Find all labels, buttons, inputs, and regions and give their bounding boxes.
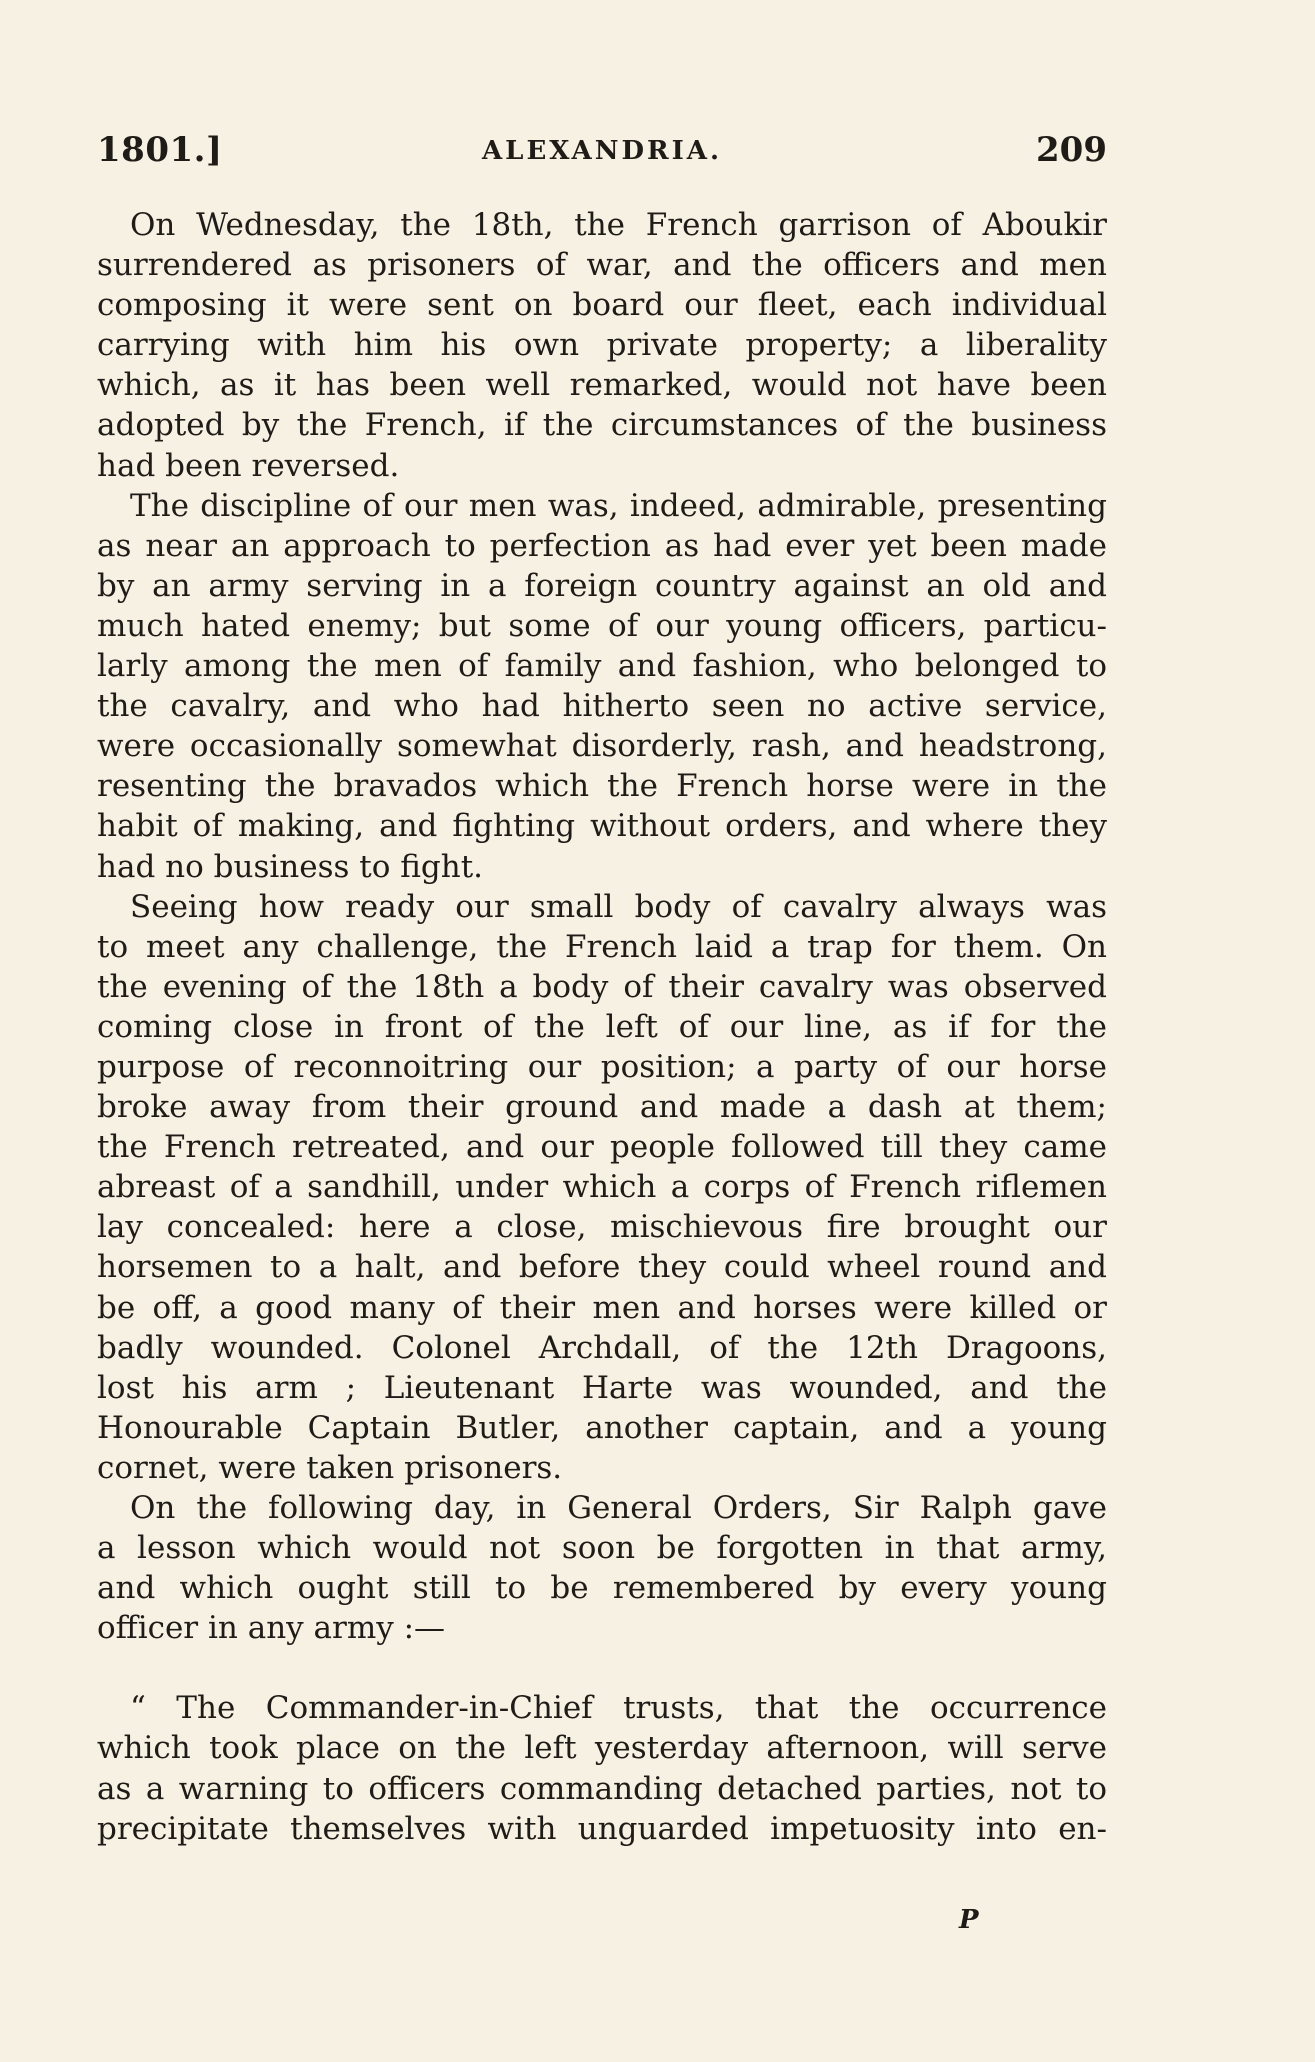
text-line: carrying with him his own private property; a liberality (97, 327, 1107, 364)
text-line: broke away from their ground and made a dash at them; (97, 1089, 1107, 1126)
text-line: habit of making, and fighting without orders, and where they (97, 808, 1107, 845)
quote-line: “ The Commander-in-Chief trusts, that the occurrence (130, 1690, 1107, 1727)
text-line: Honourable Captain Butler, another captain, and a young (97, 1409, 1107, 1446)
text-line: horsemen to a halt, and before they could wheel round and (97, 1249, 1107, 1286)
text-line: badly wounded. Colonel Archdall, of the 12th Dragoons, (97, 1329, 1107, 1366)
text-line: abreast of a sandhill, under which a corps of French riflemen (97, 1169, 1107, 1206)
quote-line: which took place on the left yesterday afternoon, will serve (97, 1730, 1107, 1767)
text-line: cornet, were taken prisoners. (97, 1449, 563, 1486)
text-line: and which ought still to be remembered by every young (97, 1570, 1107, 1607)
text-line: had no business to fight. (97, 848, 484, 885)
text-line: adopted by the French, if the circumstances of the business (97, 407, 1107, 444)
text-line: be off, a good many of their men and horses were killed or (97, 1289, 1107, 1326)
quote-line: precipitate themselves with unguarded impetuosity into en- (97, 1810, 1107, 1847)
running-head-year: 1801.] (97, 130, 223, 170)
text-line: as near an approach to perfection as had ever yet been made (97, 527, 1107, 564)
text-line: had been reversed. (97, 447, 400, 484)
text-line: The discipline of our men was, indeed, admirable, presenting (130, 487, 1107, 524)
text-line: surrendered as prisoners of war, and the officers and men (97, 247, 1107, 284)
text-line: the evening of the 18th a body of their cavalry was observed (97, 968, 1107, 1005)
page-number: 209 (1036, 130, 1107, 170)
running-head (97, 130, 1107, 180)
text-line: lost his arm ; Lieutenant Harte was wounded, and the (97, 1369, 1107, 1406)
text-line: were occasionally somewhat disorderly, rash, and headstrong, (97, 728, 1107, 765)
text-line: lay concealed: here a close, mischievous fire brought our (97, 1209, 1107, 1246)
text-line: Seeing how ready our small body of cavalry always was (130, 888, 1107, 925)
text-line: which, as it has been well remarked, would not have been (97, 367, 1107, 404)
text-line: purpose of reconnoitring our position; a party of our horse (97, 1048, 1107, 1085)
text-line: larly among the men of family and fashion, who belonged to (97, 648, 1107, 685)
block-quote-spacer (97, 1648, 1107, 1688)
text-line: to meet any challenge, the French laid a trap for them. On (97, 928, 1107, 965)
text-line: the French retreated, and our people followed till they came (97, 1129, 1107, 1166)
text-line: On the following day, in General Orders, Sir Ralph gave (130, 1490, 1107, 1526)
text-line: composing it were sent on board our fleet, each individual (97, 287, 1107, 324)
signature-mark: P (959, 1905, 979, 1935)
text-line: much hated enemy; but some of our young officers, particu- (97, 607, 1107, 644)
text-line: by an army serving in a foreign country against an old and (97, 567, 1107, 604)
quote-line: as a warning to officers commanding detached parties, not to (97, 1770, 1107, 1807)
text-line: On Wednesday, the 18th, the French garrison of Aboukir (130, 207, 1107, 243)
running-head-title: ALEXANDRIA. (482, 136, 722, 166)
text-line: coming close in front of the left of our line, as if for the (97, 1008, 1107, 1045)
text-line: resenting the bravados which the French horse were in the (97, 768, 1107, 805)
body-text (97, 205, 1107, 1849)
text-line: officer in any army :— (97, 1610, 446, 1647)
text-line: a lesson which would not soon be forgotten in that army, (97, 1530, 1107, 1567)
text-line: the cavalry, and who had hitherto seen no active service, (97, 688, 1107, 725)
